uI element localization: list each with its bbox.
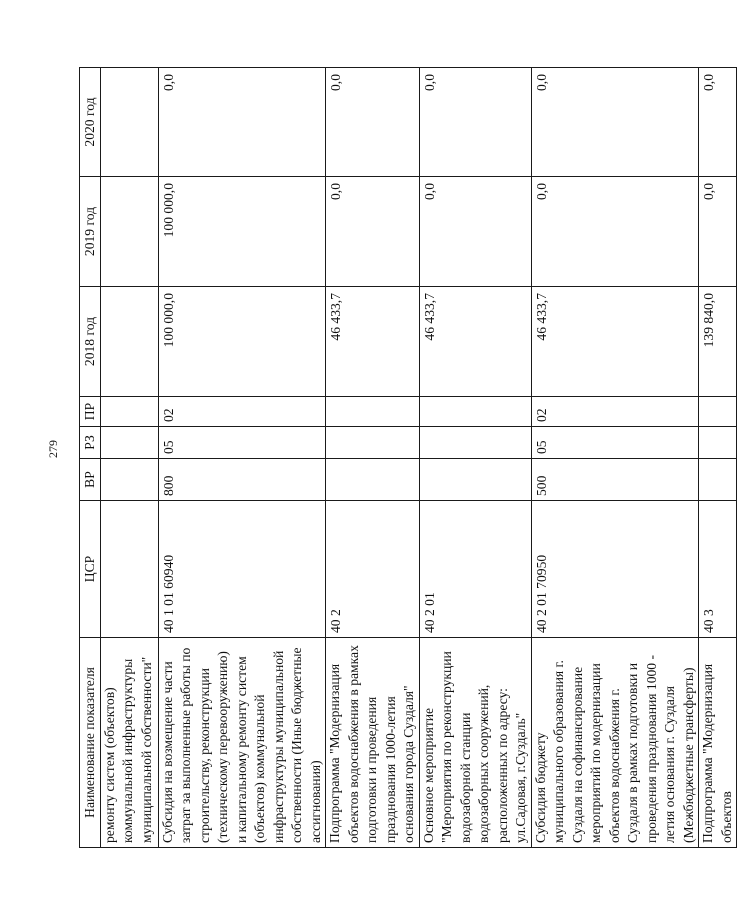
header-rz: РЗ (80, 427, 101, 459)
cell-csr: 40 2 01 70950 (531, 501, 698, 638)
header-name: Наименование показателя (80, 638, 101, 848)
table-row (326, 68, 419, 848)
cell-rz (326, 427, 419, 459)
rotated-page-content (79, 68, 734, 848)
page-number: 279 (46, 440, 60, 458)
cell-rz (419, 427, 531, 459)
cell-csr: 40 2 (326, 501, 419, 638)
cell-2018: 46 433,7 (419, 287, 531, 397)
cell-2019: 0,0 (531, 177, 698, 287)
cell-2018: 46 433,7 (531, 287, 698, 397)
header-2018: 2018 год (80, 287, 101, 397)
cell-2019: 0,0 (419, 177, 531, 287)
cell-name: Подпрограмма "Модернизация объектов водоснабжения в рамках подготовки и проведения празднования 1000-летия основания города Суздаля" (326, 638, 419, 848)
table-row (159, 68, 326, 848)
cell-name: Субсидия на возмещение части затрат за выполненные работы по строительству, реконструкции (техническому перевооружению) и капитальному ремонту систем (объектов) коммунальной инфраструктуры муниципальной собственности (Иные бюджетные ассигнования) (159, 638, 326, 848)
cell-2019: 0,0 (326, 177, 419, 287)
cell-csr: 40 1 01 60940 (159, 501, 326, 638)
cell-vr: 800 (159, 459, 326, 501)
cell-2018 (101, 287, 159, 397)
cell-pr: 02 (531, 397, 698, 427)
header-2020: 2020 год (80, 68, 101, 177)
cell-pr: 02 (159, 397, 326, 427)
header-pr: ПР (80, 397, 101, 427)
cell-2020: 0,0 (699, 68, 737, 177)
cell-2019: 100 000,0 (159, 177, 326, 287)
cell-csr (101, 501, 159, 638)
cell-rz (101, 427, 159, 459)
cell-rz: 05 (159, 427, 326, 459)
cell-2018: 46 433,7 (326, 287, 419, 397)
table-row (699, 68, 737, 848)
cell-vr: 500 (531, 459, 698, 501)
cell-csr: 40 3 (699, 501, 737, 638)
cell-name: ремонту систем (объектов) коммунальной инфраструктуры муниципальной собственности" (101, 638, 159, 848)
cell-2019 (101, 177, 159, 287)
cell-2018: 139 840,0 (699, 287, 737, 397)
cell-2020: 0,0 (159, 68, 326, 177)
cell-name: Подпрограмма "Модернизация объектов (699, 638, 737, 848)
cell-rz: 05 (531, 427, 698, 459)
cell-pr (419, 397, 531, 427)
cell-vr (101, 459, 159, 501)
cell-2020: 0,0 (326, 68, 419, 177)
cell-name: Основное мероприятие "Мероприятия по реконструкции водозаборной станции водозаборных сооружений, расположенных по адресу: ул.Садовая, г.Суздаль" (419, 638, 531, 848)
table-row (419, 68, 531, 848)
budget-table (79, 67, 737, 848)
cell-vr (326, 459, 419, 501)
cell-2020: 0,0 (531, 68, 698, 177)
cell-pr (326, 397, 419, 427)
table-row (101, 68, 159, 848)
table-row (531, 68, 698, 848)
cell-rz (699, 427, 737, 459)
header-2019: 2019 год (80, 177, 101, 287)
cell-pr (101, 397, 159, 427)
header-csr: ЦСР (80, 501, 101, 638)
cell-2020: 0,0 (419, 68, 531, 177)
header-vr: ВР (80, 459, 101, 501)
cell-vr (699, 459, 737, 501)
cell-name: Субсидия бюджету муниципального образования г. Суздаля на софинансирование мероприятий по модернизации объектов водоснабжения г. Суздаля в рамках подготовки и проведения празднования 1000 - летия основания г. Суздаля (Межбюджетные трансферты) (531, 638, 698, 848)
cell-2019: 0,0 (699, 177, 737, 287)
cell-2018: 100 000,0 (159, 287, 326, 397)
cell-csr: 40 2 01 (419, 501, 531, 638)
cell-vr (419, 459, 531, 501)
cell-pr (699, 397, 737, 427)
cell-2020 (101, 68, 159, 177)
table-header-row (80, 68, 101, 848)
